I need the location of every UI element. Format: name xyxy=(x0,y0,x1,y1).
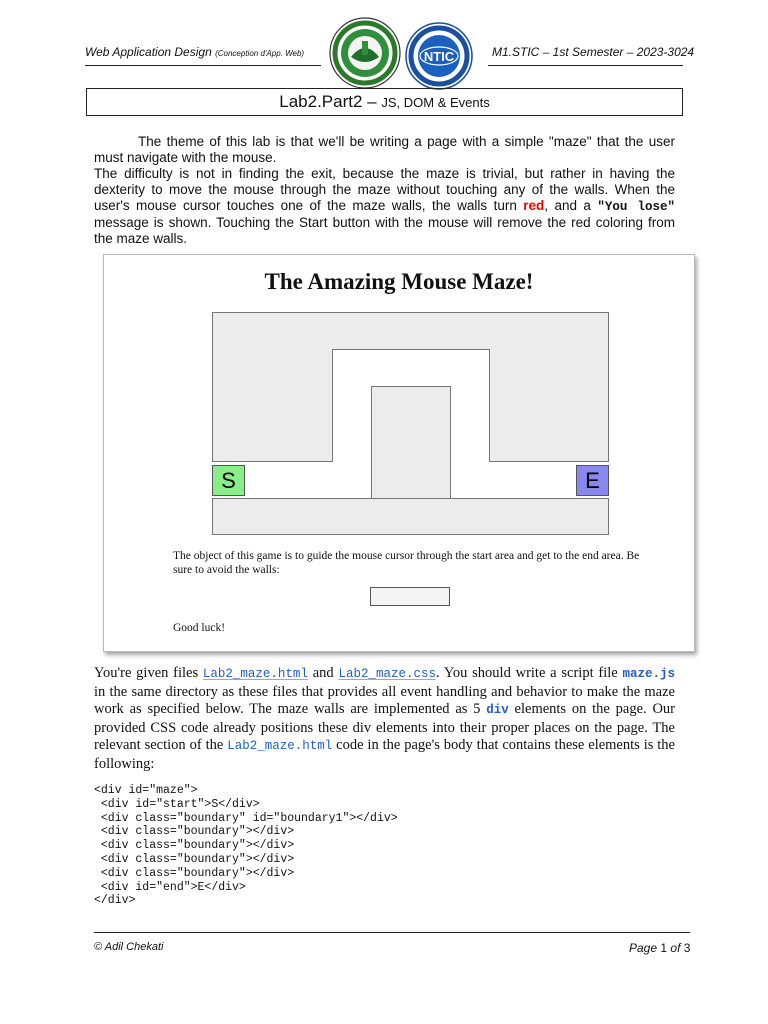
intro-paragraph-2-c: message is shown. Touching the Start button with the mouse will remove the red coloring from the maze walls. xyxy=(94,215,675,246)
footer-of-label: of xyxy=(670,941,681,955)
code-line: </div> xyxy=(94,894,136,908)
div-keyword: div xyxy=(486,703,509,717)
footer-rule xyxy=(94,932,690,933)
maze-status-box xyxy=(370,587,450,606)
lab-title-dash: – xyxy=(362,92,382,111)
maze-start-cell[interactable]: S xyxy=(212,465,245,496)
maze-end-cell[interactable]: E xyxy=(576,465,609,496)
code-line: <div class="boundary"></div> xyxy=(94,866,295,880)
code-line: <div class="boundary"></div> xyxy=(94,852,295,866)
maze-instructions: The object of this game is to guide the mouse cursor through the start area and get to the end area. Be sure to avoid the walls: xyxy=(173,550,640,576)
lab-subtitle: JS, DOM & Events xyxy=(381,95,490,110)
code-line: <div class="boundary" id="boundary1"></div> xyxy=(94,811,398,825)
intro-paragraph-1: The theme of this lab is that we'll be writing a page with a simple "maze" that the user must navigate with the mouse. xyxy=(94,134,675,165)
ntic-logo-text: NTIC xyxy=(423,49,455,64)
files-text-3: . You should write a script file xyxy=(435,665,623,681)
red-highlight: red xyxy=(523,198,545,213)
footer-page-total: 3 xyxy=(683,941,691,955)
code-line: <div id="end">E</div> xyxy=(94,880,246,894)
you-lose-code: "You lose" xyxy=(597,200,676,214)
intro-paragraph-2-b: , and a xyxy=(544,198,598,213)
files-text-4: in the same directory as these files that provides all event handling and behavior to make the maze work as specified below. The maze walls are implemented as 5 xyxy=(94,683,675,717)
maze-page-title: The Amazing Mouse Maze! xyxy=(264,269,534,294)
files-text-1: You're given files xyxy=(94,665,203,681)
code-line: <div id="start">S</div> xyxy=(94,797,260,811)
footer-author: © Adil Chekati xyxy=(94,941,164,953)
file-link-html[interactable]: Lab2_maze.html xyxy=(202,667,308,681)
header-course-name: Web Application Design xyxy=(85,45,212,59)
header-course-subtitle: (Conception d'App. Web) xyxy=(215,49,305,58)
footer-page-current: 1 xyxy=(660,941,668,955)
html-code-block xyxy=(94,784,398,908)
code-line: <div id="maze"> xyxy=(94,784,198,797)
maze-screenshot-figure xyxy=(103,254,695,652)
file-name-html-ref: Lab2_maze.html xyxy=(227,739,333,753)
files-text-2: and xyxy=(307,665,339,681)
maze-area xyxy=(212,312,609,537)
files-text-6: code in the page's body that contains these elements is the following: xyxy=(94,737,675,772)
intro-text xyxy=(94,134,675,247)
maze-wall-center-pillar-front xyxy=(371,386,451,499)
university-logo xyxy=(329,17,401,89)
file-link-css[interactable]: Lab2_maze.css xyxy=(338,667,436,681)
code-line: <div class="boundary"></div> xyxy=(94,825,295,839)
header-semester: M1.STIC – 1st Semester – 2023-3024 xyxy=(492,45,695,59)
header-course-title xyxy=(85,45,304,59)
lab-title-box xyxy=(86,88,683,116)
footer-page-label: Page xyxy=(629,941,658,955)
lab-title: Lab2.Part2 xyxy=(279,92,363,111)
file-name-js: maze.js xyxy=(622,667,676,681)
intro-paragraph-2-a: The difficulty is not in finding the exit, because the maze is trivial, but rather in having the dexterity to move the mouse through the maze without touching any of the walls. When the user's mouse cursor touches one of the maze walls, the walls turn xyxy=(94,166,675,213)
header-rule-left xyxy=(85,65,321,66)
maze-good-luck: Good luck! xyxy=(173,622,226,634)
footer-page-number xyxy=(629,941,690,955)
files-text-5: elements on the page. Our provided CSS code already positions these div elements into their proper places on the page. The relevant section of the xyxy=(94,701,675,753)
code-line: <div class="boundary"></div> xyxy=(94,839,295,853)
files-description xyxy=(94,665,675,773)
header-rule-right xyxy=(488,65,683,66)
ntic-faculty-logo xyxy=(405,22,473,90)
maze-wall-bottom xyxy=(212,498,609,535)
